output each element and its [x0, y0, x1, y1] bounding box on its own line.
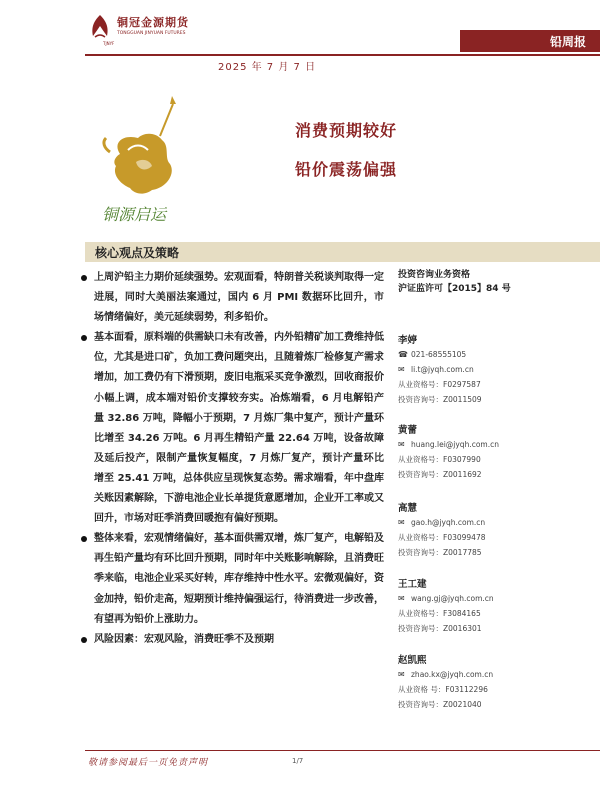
analyst-email[interactable]: huang.lei@jyqh.com.cn — [411, 440, 499, 449]
analyst-invest: 投资咨询号：Z0016301 — [398, 624, 482, 633]
list-item — [78, 529, 384, 629]
page-header — [0, 0, 600, 58]
analyst-card — [398, 500, 598, 560]
analyst-name: 高慧 — [398, 503, 418, 514]
email-icon: ✉ — [398, 594, 405, 603]
analyst-card — [398, 576, 598, 636]
report-type-badge — [460, 30, 600, 52]
emblem-illustration — [90, 92, 200, 232]
analyst-email[interactable]: li.t@jyqh.com.cn — [411, 365, 474, 374]
email-icon: ✉ — [398, 365, 405, 374]
analyst-name: 李婷 — [398, 335, 418, 346]
bullet-dot-icon — [81, 275, 87, 281]
company-name-en: TONGGUAN JINYUAN FUTURES — [117, 31, 186, 36]
analyst-cert: 从业资格号：F03099478 — [398, 533, 486, 542]
report-title-line1: 消费预期较好 — [295, 121, 398, 140]
analyst-invest: 投资咨询号：Z0011509 — [398, 395, 482, 404]
report-type: 铅周报 — [549, 35, 586, 49]
bullet-text: 上周沪铅主力期价延续强势。宏观面看，特朗普关税谈判取得一定进展，同时大美丽法案通过，国内 6 月 PMI 数据环比回升，市场情绪偏好，美元延续弱势，利多铅价。 — [94, 272, 384, 324]
analyst-invest: 投资咨询号：Z0011692 — [398, 470, 482, 479]
header-divider — [85, 54, 600, 56]
list-item — [78, 328, 384, 529]
company-name-cn: 铜冠金源期货 — [117, 16, 189, 29]
analyst-sidebar — [398, 268, 598, 709]
analyst-name: 王工建 — [398, 579, 427, 590]
bullet-text: 风险因素：宏观风险，消费旺季不及预期 — [94, 633, 274, 645]
bullet-dot-icon — [81, 637, 87, 643]
report-date: 2025 年 7 月 7 日 — [218, 62, 317, 73]
analyst-card — [398, 422, 598, 482]
list-item — [78, 630, 384, 650]
bull-emblem-icon — [90, 92, 200, 232]
analyst-cert: 从业资格号：F3084165 — [398, 609, 481, 618]
analyst-card — [398, 652, 598, 712]
email-icon: ✉ — [398, 670, 405, 679]
qualification-title: 投资咨询业务资格 — [398, 270, 471, 280]
analyst-cert: 从业资格 号：F03112296 — [398, 685, 488, 694]
report-title-line2: 铅价震荡偏强 — [295, 160, 398, 179]
analyst-cert: 从业资格号：F0307990 — [398, 455, 481, 464]
analyst-email[interactable]: zhao.kx@jyqh.com.cn — [411, 670, 494, 679]
analyst-name: 赵凯熙 — [398, 655, 427, 666]
emblem-calligraphy: 铜源启运 — [102, 205, 167, 224]
footer-divider — [85, 750, 600, 751]
qualification-license: 沪证监许可【2015】84 号 — [398, 284, 511, 294]
analyst-card — [398, 332, 598, 407]
section-title: 核心观点及策略 — [95, 246, 180, 260]
analyst-invest: 投资咨询号：Z0021040 — [398, 700, 482, 709]
analyst-email[interactable]: wang.gj@jyqh.com.cn — [411, 594, 494, 603]
footer-disclaimer[interactable]: 敬请参阅最后一页免责声明 — [88, 758, 209, 768]
analyst-name: 黄蕾 — [398, 425, 418, 436]
page-number: 1/7 — [292, 757, 304, 765]
email-icon: ✉ — [398, 440, 405, 449]
logo-mark-icon — [85, 12, 115, 42]
analyst-phone: 021-68555105 — [411, 350, 467, 359]
company-abbrev: TJNYF — [103, 41, 115, 46]
analyst-invest: 投资咨询号：Z0017785 — [398, 548, 482, 557]
bullet-dot-icon — [81, 536, 87, 542]
company-logo — [85, 12, 205, 48]
list-item — [78, 268, 384, 328]
analyst-cert: 从业资格号：F0297587 — [398, 380, 481, 389]
key-points-list — [78, 268, 384, 650]
phone-icon: ☎ — [398, 350, 408, 359]
section-header-bar — [85, 242, 600, 262]
bullet-text: 整体来看，宏观情绪偏好，基本面供需双增，炼厂复产，电解铅及再生铅产量均有环比回升预期，同时年中关账影响解除，且消费旺季来临，电池企业采买好转，库存维持中性水平。宏微观偏好，资金加持，铅价走高，短期预计维持偏强运行，待消费进一步改善，有望再为铅价上涨助力。 — [94, 533, 384, 625]
bullet-text: 基本面看，原料端的供需缺口未有改善，内外铅精矿加工费维持低位，尤其是进口矿，负加工费问题突出，且随着炼厂检修复产需求增加，加工费仍有下滑预期，废旧电瓶采买竞争激烈，回收商报价小幅上调，成本端对铅价支撑较夯实。冶炼端看，6 月电解铅产量 32.86 万吨，降幅小于预期，7 月炼厂集中复产，预计产量环比增至 34.26 万吨。6 月再生精铅产量 22.64 万吨，设备故障及延后投产，限制产量恢复幅度，7 月炼厂复产，预计产量环比增至 25.41 万吨，总体供应呈现恢复态势。需求端看，年中盘库关账因素解除，下游电池企业长单提货意愿增加，企业开工率或又回升，市场对旺季消费回暖抱有偏好预期。 — [94, 332, 384, 525]
analyst-email[interactable]: gao.h@jyqh.com.cn — [411, 518, 486, 527]
email-icon: ✉ — [398, 518, 405, 527]
bullet-dot-icon — [81, 335, 87, 341]
